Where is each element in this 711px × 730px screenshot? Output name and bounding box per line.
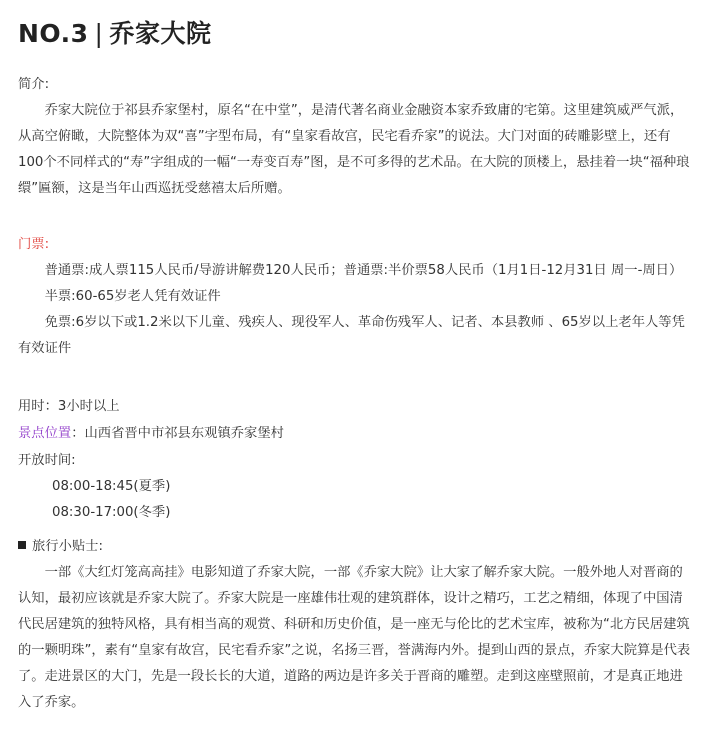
title-separator: |: [94, 19, 104, 48]
hours-winter: 08:30-17:00(冬季): [52, 505, 171, 520]
ticket-section: [18, 232, 695, 362]
location-text: ：山西省晋中市祁县东观镇乔家堡村: [71, 426, 284, 441]
ticket-half: 半票:60-65岁老人凭有效证件: [44, 289, 221, 304]
tips-label: 旅行小贴士:: [32, 539, 103, 554]
hours-label: 开放时间:: [18, 453, 76, 468]
hours-section: [18, 448, 695, 526]
intro-section: [18, 72, 695, 202]
ticket-free: 免票:6岁以下或1.2米以下儿童、残疾人、现役军人、革命伤残军人、记者、本县教师 、65岁以上老年人等凭有效证件: [18, 315, 685, 356]
ticket-regular: 普通票:成人票115人民币/导游讲解费120人民币；普通票:半价票58人民币（1月1日-12月31日 周一-周日）: [44, 263, 683, 278]
tips-text: 一部《大红灯笼高高挂》电影知道了乔家大院，一部《乔家大院》让大家了解乔家大院。一般外地人对晋商的认知，最初应该就是乔家大院了。乔家大院是一座雄伟壮观的建筑群体，设计之精巧，工艺之精细，体现了中国清代民居建筑的独特风格，具有相当高的观赏、科研和历史价值，是一座无与伦比的艺术宝库，被称为“北方民居建筑的一颗明珠”，素有“皇家有故宫，民宅看乔家”之说，名扬三晋，誉满海内外。提到山西的景点，乔家大院算是代表了。走进景区的大门，先是一段长长的大道，道路的两边是许多关于晋商的雕塑。走到这座壁照前，才是真正地进入了乔家。: [18, 565, 691, 710]
hours-summer: 08:00-18:45(夏季): [52, 479, 171, 494]
duration-section: [18, 394, 695, 420]
location-section: [18, 421, 695, 447]
square-bullet-icon: [18, 541, 26, 549]
page-title: [18, 14, 211, 50]
ticket-label: 门票:: [18, 237, 50, 252]
duration-text: 用时：3小时以上: [18, 399, 120, 414]
title-name: 乔家大院: [109, 19, 212, 48]
tips-section: [18, 534, 695, 716]
location-label: 景点位置: [18, 426, 72, 441]
title-number: NO.3: [18, 19, 89, 48]
intro-label: 简介:: [18, 77, 50, 92]
intro-text: 乔家大院位于祁县乔家堡村，原名“在中堂”，是清代著名商业金融资本家乔致庸的宅第。这里建筑威严气派，从高空俯瞰，大院整体为双“喜”字型布局，有“皇家看故宫，民宅看乔家”的说法。大门对面的砖雕影壁上，还有100个不同样式的“寿”字组成的一幅“一寿变百寿”图，是不可多得的艺术品。在大院的顶楼上，悬挂着一块“福种琅缳”匾额，这是当年山西巡抚受慈禧太后所赠。: [18, 103, 690, 196]
